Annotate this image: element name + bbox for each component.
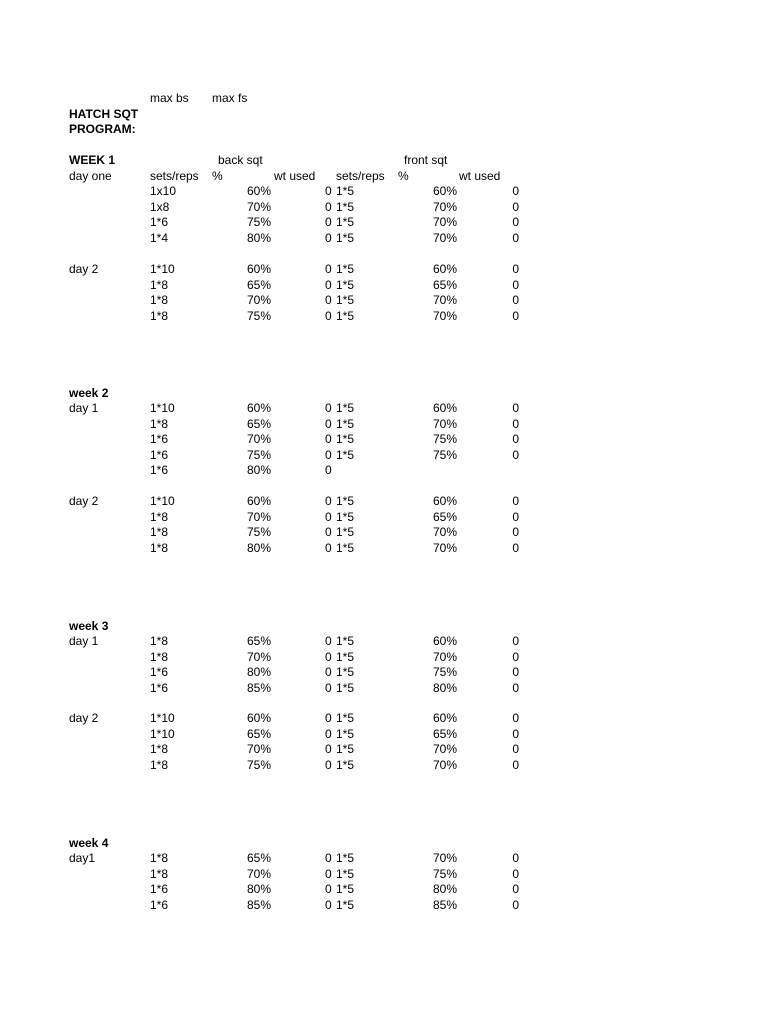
- wt-used-cell: 0: [325, 278, 332, 292]
- sets-reps-cell: 1x8: [150, 200, 170, 214]
- front-percent-cell: 75%: [432, 867, 457, 881]
- percent-cell: 60%: [246, 711, 271, 725]
- percent-cell: 80%: [246, 541, 271, 555]
- sets-reps-cell: 1*6: [150, 448, 169, 462]
- front-wt-used-cell: 0: [512, 727, 519, 741]
- sets-reps-cell: 1*10: [150, 262, 175, 276]
- front-percent-cell: 75%: [432, 448, 457, 462]
- wt-used-cell: 0: [325, 200, 332, 214]
- front-sets-reps-cell: 1*5: [336, 867, 355, 881]
- percent-cell: 80%: [246, 463, 271, 477]
- percent-cell: 60%: [246, 262, 271, 276]
- day-label: day one: [69, 169, 112, 183]
- wt-used-cell: 0: [325, 309, 332, 323]
- front-percent-cell: 70%: [432, 758, 457, 772]
- front-sets-reps-cell: 1*5: [336, 215, 355, 229]
- front-wt-used-cell: 0: [512, 711, 519, 725]
- front-percent-cell: 70%: [432, 200, 457, 214]
- front-squat-label: front sqt: [404, 153, 448, 167]
- percent-cell: 65%: [246, 727, 271, 741]
- sets-reps-cell: 1*6: [150, 463, 169, 477]
- front-sets-reps-cell: 1*5: [336, 184, 355, 198]
- sets-reps-cell: 1*10: [150, 727, 175, 741]
- front-percent-cell: 70%: [432, 742, 457, 756]
- front-percent-cell: 80%: [432, 681, 457, 695]
- percent-cell: 70%: [246, 742, 271, 756]
- sets-reps-cell: 1*8: [150, 634, 169, 648]
- front-sets-reps-cell: 1*5: [336, 231, 355, 245]
- front-percent-cell: 65%: [432, 510, 457, 524]
- col-sets-reps: sets/reps: [150, 169, 199, 183]
- front-wt-used-cell: 0: [512, 448, 519, 462]
- percent-cell: 70%: [246, 293, 271, 307]
- sets-reps-cell: 1*10: [150, 401, 175, 415]
- front-wt-used-cell: 0: [512, 401, 519, 415]
- front-wt-used-cell: 0: [512, 650, 519, 664]
- sets-reps-cell: 1*4: [150, 231, 169, 245]
- percent-cell: 85%: [246, 681, 271, 695]
- col-sets-reps-front: sets/reps: [336, 169, 385, 183]
- front-wt-used-cell: 0: [512, 882, 519, 896]
- sets-reps-cell: 1*8: [150, 293, 169, 307]
- week-title: week 3: [69, 619, 109, 633]
- front-sets-reps-cell: 1*5: [336, 525, 355, 539]
- front-sets-reps-cell: 1*5: [336, 448, 355, 462]
- sets-reps-cell: 1*8: [150, 867, 169, 881]
- front-sets-reps-cell: 1*5: [336, 758, 355, 772]
- front-wt-used-cell: 0: [512, 851, 519, 865]
- front-sets-reps-cell: 1*5: [336, 401, 355, 415]
- wt-used-cell: 0: [325, 742, 332, 756]
- front-sets-reps-cell: 1*5: [336, 711, 355, 725]
- percent-cell: 60%: [246, 184, 271, 198]
- front-sets-reps-cell: 1*5: [336, 494, 355, 508]
- front-wt-used-cell: 0: [512, 510, 519, 524]
- front-sets-reps-cell: 1*5: [336, 309, 355, 323]
- front-percent-cell: 60%: [432, 262, 457, 276]
- sets-reps-cell: 1*10: [150, 494, 175, 508]
- front-sets-reps-cell: 1*5: [336, 851, 355, 865]
- wt-used-cell: 0: [325, 867, 332, 881]
- col-wt-used: wt used: [274, 169, 316, 183]
- percent-cell: 60%: [246, 494, 271, 508]
- front-percent-cell: 60%: [432, 634, 457, 648]
- sets-reps-cell: 1*6: [150, 898, 169, 912]
- sets-reps-cell: 1*8: [150, 742, 169, 756]
- program-title-line2: PROGRAM:: [69, 122, 136, 136]
- front-wt-used-cell: 0: [512, 541, 519, 555]
- sets-reps-cell: 1*8: [150, 525, 169, 539]
- program-title-line1: HATCH SQT: [69, 107, 139, 121]
- front-wt-used-cell: 0: [512, 184, 519, 198]
- front-percent-cell: 70%: [432, 541, 457, 555]
- sets-reps-cell: 1*8: [150, 278, 169, 292]
- col-wt-used-front: wt used: [459, 169, 501, 183]
- wt-used-cell: 0: [325, 432, 332, 446]
- day-label: day 2: [69, 494, 99, 508]
- percent-cell: 70%: [246, 510, 271, 524]
- front-sets-reps-cell: 1*5: [336, 650, 355, 664]
- percent-cell: 65%: [246, 417, 271, 431]
- sets-reps-cell: 1x10: [150, 184, 177, 198]
- front-percent-cell: 75%: [432, 432, 457, 446]
- sets-reps-cell: 1*8: [150, 417, 169, 431]
- sets-reps-cell: 1*6: [150, 681, 169, 695]
- front-percent-cell: 70%: [432, 293, 457, 307]
- front-percent-cell: 70%: [432, 231, 457, 245]
- day-label: day 1: [69, 634, 99, 648]
- percent-cell: 80%: [246, 665, 271, 679]
- sets-reps-cell: 1*6: [150, 665, 169, 679]
- sets-reps-cell: 1*6: [150, 432, 169, 446]
- wt-used-cell: 0: [325, 262, 332, 276]
- sets-reps-cell: 1*8: [150, 309, 169, 323]
- day-label: day1: [69, 851, 96, 865]
- front-percent-cell: 70%: [432, 417, 457, 431]
- wt-used-cell: 0: [325, 681, 332, 695]
- wt-used-cell: 0: [325, 401, 332, 415]
- percent-cell: 60%: [246, 401, 271, 415]
- front-wt-used-cell: 0: [512, 293, 519, 307]
- col-percent: %: [212, 169, 223, 183]
- wt-used-cell: 0: [325, 882, 332, 896]
- wt-used-cell: 0: [325, 463, 332, 477]
- front-percent-cell: 70%: [432, 851, 457, 865]
- week-title: WEEK 1: [69, 153, 116, 167]
- front-sets-reps-cell: 1*5: [336, 417, 355, 431]
- front-wt-used-cell: 0: [512, 278, 519, 292]
- percent-cell: 70%: [246, 650, 271, 664]
- sets-reps-cell: 1*6: [150, 215, 169, 229]
- front-percent-cell: 65%: [432, 278, 457, 292]
- front-sets-reps-cell: 1*5: [336, 432, 355, 446]
- front-sets-reps-cell: 1*5: [336, 278, 355, 292]
- wt-used-cell: 0: [325, 293, 332, 307]
- front-percent-cell: 60%: [432, 711, 457, 725]
- wt-used-cell: 0: [325, 510, 332, 524]
- wt-used-cell: 0: [325, 417, 332, 431]
- front-percent-cell: 80%: [432, 882, 457, 896]
- wt-used-cell: 0: [325, 727, 332, 741]
- front-wt-used-cell: 0: [512, 215, 519, 229]
- wt-used-cell: 0: [325, 215, 332, 229]
- front-sets-reps-cell: 1*5: [336, 634, 355, 648]
- wt-used-cell: 0: [325, 665, 332, 679]
- front-wt-used-cell: 0: [512, 262, 519, 276]
- wt-used-cell: 0: [325, 758, 332, 772]
- front-percent-cell: 60%: [432, 494, 457, 508]
- percent-cell: 70%: [246, 200, 271, 214]
- day-label: day 2: [69, 262, 99, 276]
- front-percent-cell: 70%: [432, 309, 457, 323]
- front-percent-cell: 70%: [432, 650, 457, 664]
- percent-cell: 75%: [246, 525, 271, 539]
- front-wt-used-cell: 0: [512, 231, 519, 245]
- front-sets-reps-cell: 1*5: [336, 898, 355, 912]
- max-fs-label: max fs: [212, 91, 248, 105]
- front-sets-reps-cell: 1*5: [336, 681, 355, 695]
- front-wt-used-cell: 0: [512, 200, 519, 214]
- front-percent-cell: 65%: [432, 727, 457, 741]
- percent-cell: 85%: [246, 898, 271, 912]
- back-squat-label: back sqt: [218, 153, 263, 167]
- front-wt-used-cell: 0: [512, 742, 519, 756]
- front-sets-reps-cell: 1*5: [336, 262, 355, 276]
- front-percent-cell: 85%: [432, 898, 457, 912]
- percent-cell: 65%: [246, 851, 271, 865]
- col-percent-front: %: [398, 169, 409, 183]
- front-sets-reps-cell: 1*5: [336, 510, 355, 524]
- sets-reps-cell: 1*8: [150, 650, 169, 664]
- wt-used-cell: 0: [325, 711, 332, 725]
- percent-cell: 70%: [246, 867, 271, 881]
- wt-used-cell: 0: [325, 184, 332, 198]
- wt-used-cell: 0: [325, 898, 332, 912]
- percent-cell: 75%: [246, 758, 271, 772]
- front-wt-used-cell: 0: [512, 681, 519, 695]
- day-label: day 2: [69, 711, 99, 725]
- percent-cell: 80%: [246, 231, 271, 245]
- front-wt-used-cell: 0: [512, 665, 519, 679]
- percent-cell: 75%: [246, 215, 271, 229]
- percent-cell: 75%: [246, 448, 271, 462]
- percent-cell: 75%: [246, 309, 271, 323]
- front-wt-used-cell: 0: [512, 417, 519, 431]
- front-wt-used-cell: 0: [512, 525, 519, 539]
- week-title: week 2: [69, 386, 109, 400]
- sets-reps-cell: 1*8: [150, 851, 169, 865]
- sets-reps-cell: 1*6: [150, 882, 169, 896]
- front-wt-used-cell: 0: [512, 634, 519, 648]
- front-sets-reps-cell: 1*5: [336, 541, 355, 555]
- wt-used-cell: 0: [325, 650, 332, 664]
- front-sets-reps-cell: 1*5: [336, 742, 355, 756]
- front-percent-cell: 60%: [432, 401, 457, 415]
- wt-used-cell: 0: [325, 448, 332, 462]
- sets-reps-cell: 1*8: [150, 510, 169, 524]
- percent-cell: 65%: [246, 634, 271, 648]
- front-percent-cell: 60%: [432, 184, 457, 198]
- percent-cell: 70%: [246, 432, 271, 446]
- week-title: week 4: [69, 836, 109, 850]
- front-sets-reps-cell: 1*5: [336, 200, 355, 214]
- sets-reps-cell: 1*10: [150, 711, 175, 725]
- front-wt-used-cell: 0: [512, 898, 519, 912]
- percent-cell: 65%: [246, 278, 271, 292]
- max-bs-label: max bs: [150, 91, 189, 105]
- front-wt-used-cell: 0: [512, 494, 519, 508]
- front-sets-reps-cell: 1*5: [336, 293, 355, 307]
- wt-used-cell: 0: [325, 525, 332, 539]
- sets-reps-cell: 1*8: [150, 758, 169, 772]
- wt-used-cell: 0: [325, 494, 332, 508]
- sets-reps-cell: 1*8: [150, 541, 169, 555]
- front-percent-cell: 75%: [432, 665, 457, 679]
- front-sets-reps-cell: 1*5: [336, 882, 355, 896]
- front-percent-cell: 70%: [432, 215, 457, 229]
- front-wt-used-cell: 0: [512, 867, 519, 881]
- wt-used-cell: 0: [325, 851, 332, 865]
- wt-used-cell: 0: [325, 634, 332, 648]
- front-percent-cell: 70%: [432, 525, 457, 539]
- front-wt-used-cell: 0: [512, 432, 519, 446]
- front-sets-reps-cell: 1*5: [336, 665, 355, 679]
- front-wt-used-cell: 0: [512, 309, 519, 323]
- front-sets-reps-cell: 1*5: [336, 727, 355, 741]
- wt-used-cell: 0: [325, 541, 332, 555]
- day-label: day 1: [69, 401, 99, 415]
- wt-used-cell: 0: [325, 231, 332, 245]
- front-wt-used-cell: 0: [512, 758, 519, 772]
- percent-cell: 80%: [246, 882, 271, 896]
